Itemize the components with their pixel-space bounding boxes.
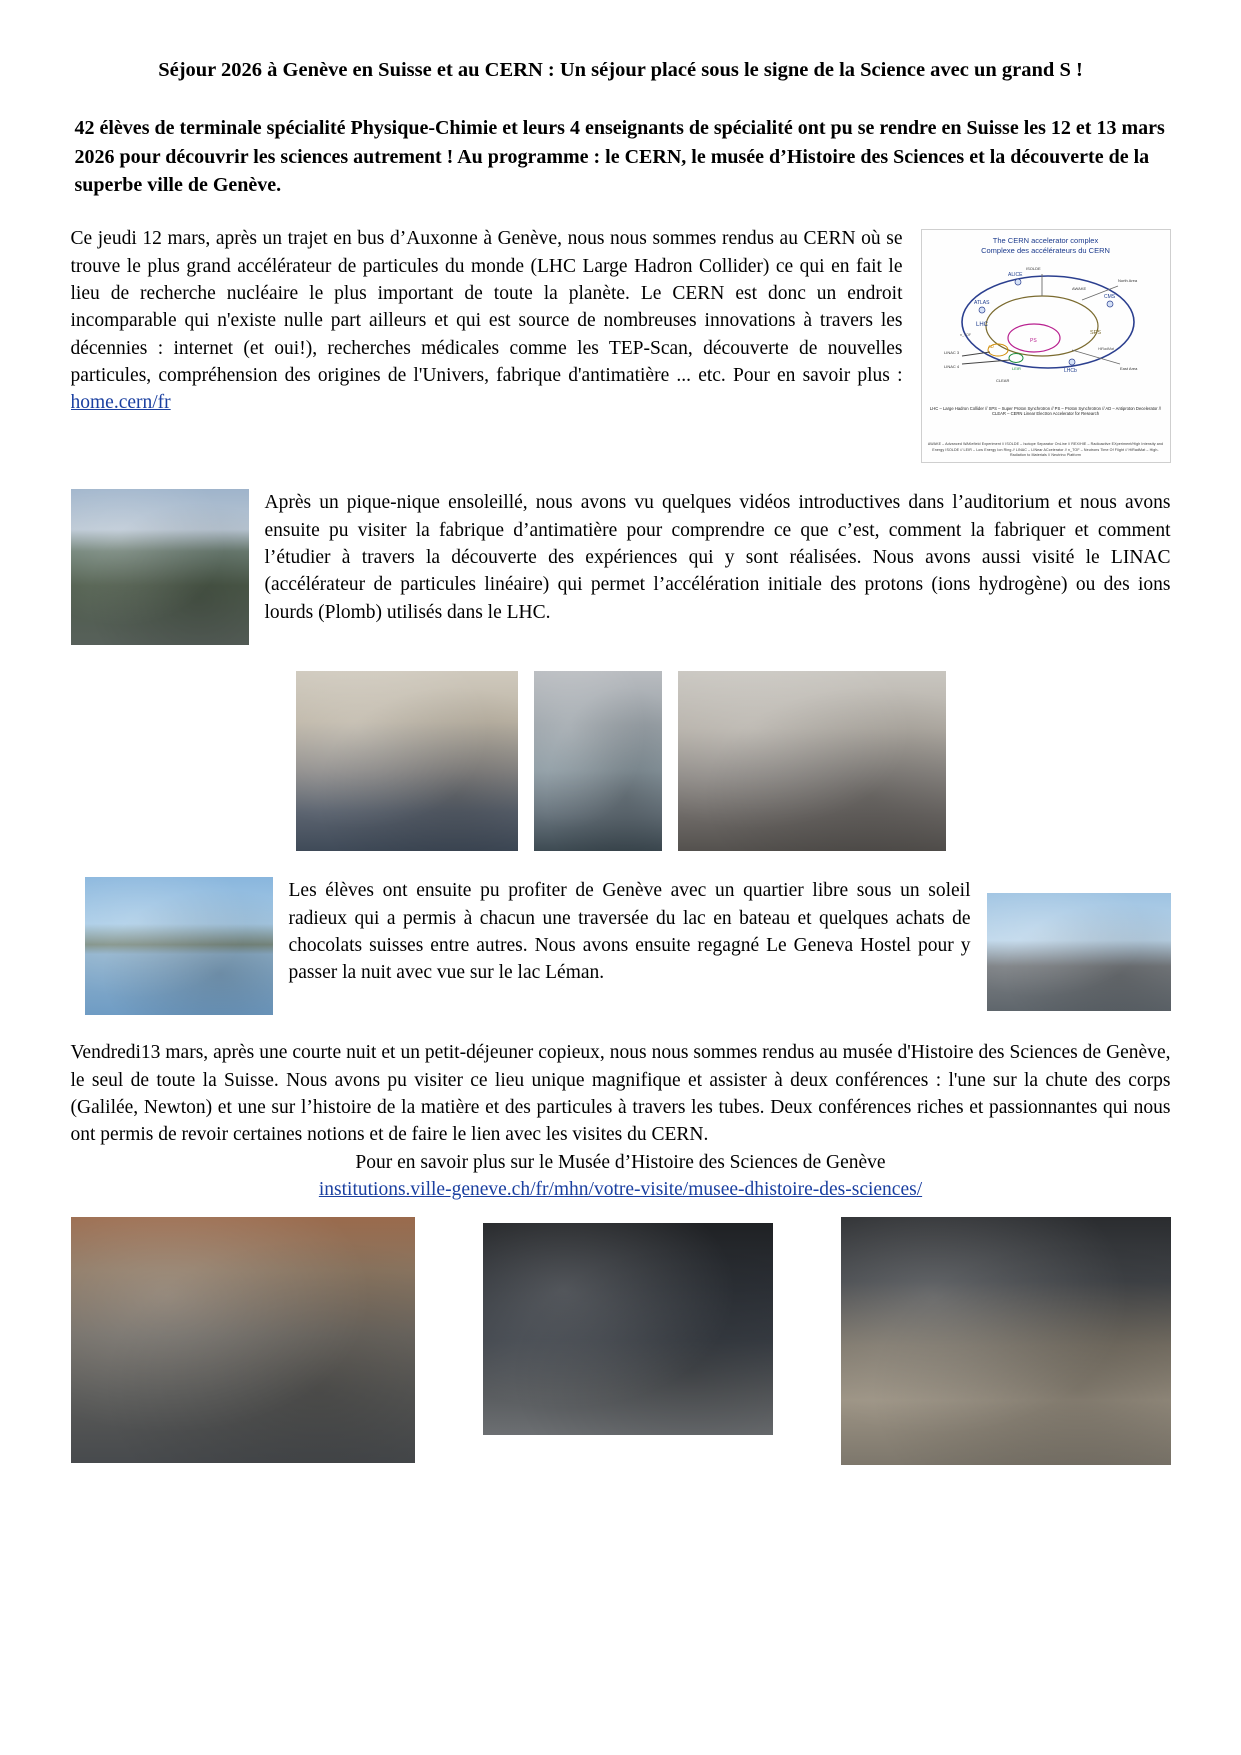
photo-lake-geneva [85, 877, 273, 1015]
link-home-cern[interactable]: home.cern/fr [70, 392, 171, 414]
photo-cern-site [71, 489, 249, 645]
svg-text:LEIR: LEIR [1011, 366, 1021, 372]
svg-text:ISOLDE: ISOLDE [1025, 266, 1041, 272]
svg-text:ATLAS: ATLAS [973, 300, 989, 307]
svg-text:HiRadMat: HiRadMat [1097, 347, 1114, 352]
svg-text:CMS: CMS [1103, 294, 1115, 301]
svg-text:East Area: East Area [1119, 366, 1137, 372]
svg-text:North Area: North Area [1117, 278, 1137, 284]
svg-text:LHC: LHC [975, 322, 988, 329]
link-musee-histoire-sciences[interactable]: institutions.ville-geneve.ch/fr/mhn/votre-visite/musee-dhistoire-des-sciences/ [318, 1178, 923, 1200]
figure-diagram-svg [922, 230, 1170, 462]
svg-text:PS: PS [1029, 338, 1037, 345]
photo-linac-visit [534, 671, 662, 851]
page-title: Séjour 2026 à Genève en Suisse et au CERN : Un séjour placé sous le signe de la Science avec un grand S ! [158, 59, 1083, 81]
section-antimatter [71, 489, 1171, 645]
photo-student-group [678, 671, 946, 851]
paragraph-museum: Vendredi13 mars, après une courte nuit et un petit-déjeuner copieux, nous nous sommes rendus au musée d'Histoire des Sciences de Genève, le seul de toute la Suisse. Nous avons pu visiter ce lieu unique magnifique et assister à deux conférences : l'une sur la chute des corps (Galilée, Newton) et une sur l’histoire de la matière et des particules à travers les tubes. Deux conférences riches et passionnantes qui nous ont permis de revoir certaines notions et de faire le lien avec les visites du CERN. [70, 1042, 1171, 1146]
paragraph-intro-text: Ce jeudi 12 mars, après un trajet en bus d’Auxonne à Genève, nous nous sommes rendus au CERN où se trouve le plus grand accélérateur de particules du monde (LHC Large Hadron Collider) ce qui en fait le lieu de recherche nucléaire le plus important de toute la planète. Le CERN est donc un endroit incomparable qui n'existe nulle part ailleurs et qui est source de nombreuses innovations à travers les décennies : internet (et oui!), recherches médicales comme les TEP-Scan, découverte de nouvelles particules, compréhension des origines de l'Univers, fabrique d'antimatière ... etc. Pour en savoir plus : [70, 228, 903, 386]
photo-quay-walk [987, 893, 1171, 1011]
svg-text:CLEAR: CLEAR [995, 378, 1009, 384]
photo-experiment-demo [841, 1217, 1171, 1465]
photo-conference-speaker [483, 1223, 773, 1435]
section-geneva [71, 877, 1171, 1015]
museum-link-line [71, 1176, 1171, 1203]
paragraph-geneva: Les élèves ont ensuite pu profiter de Genève avec un quartier libre sous un soleil radieux qui a permis à chacun une traversée du lac en bateau et quelques achats de chocolats suisses entre autres. Nous avons ensuite regagné Le Geneva Hostel pour y passer la nuit avec vue sur le lac Léman. [288, 880, 971, 984]
document-content [71, 0, 1171, 1465]
figure-title-fr: Complexe des accélérateurs du CERN [981, 245, 1110, 255]
svg-text:LINAC 4: LINAC 4 [943, 364, 959, 370]
figure-legend: LHC – Large Hadron Collider // SPS – Super Proton Synchrotron // PS – Proton Synchrotron // AD – Antiproton Decelerator // CLEAR – CERN Linear Electron Accelerator for Research [929, 406, 1162, 417]
lede-paragraph: 42 élèves de terminale spécialité Physique-Chimie et leurs 4 enseignants de spécialité ont pu se rendre en Suisse les 12 et 13 mars 2026 pour découvrir les sciences autrement ! Au programme : le CERN, le musée d’Histoire des Sciences et la découverte de la superbe ville de Genève. [74, 117, 1165, 197]
figure-footer: AWAKE – Advanced WAKefield Experiment // ISOLDE – Isotope Separator OnLine // REX/HIE – Radioactive EXperiment/High Intensity and Energy ISOLDE // LEIR – Low Energy Ion Ring // LINAC – LINear ACcelerator // n_TOF – Neutrons Time Of Flight // HiRadMat – High-Radiation to Materials // Neutrino Platform [927, 442, 1164, 458]
figure-cern-accelerator-complex [921, 229, 1171, 463]
svg-text:AWAKE: AWAKE [1071, 286, 1086, 292]
photo-row-museum [71, 1217, 1171, 1465]
svg-text:AD: AD [987, 344, 994, 350]
paragraph-antimatter: Après un pique-nique ensoleillé, nous avons vu quelques vidéos introductives dans l’auditorium et nous avons ensuite pu visiter la fabrique d’antimatière pour comprendre ce que c’est, comment la fabriquer et comment l’étudier à travers la découverte des expériences qui y sont réalisées. Nous avons aussi visité le LINAC (accélérateur de particules linéaire) qui permet l’accélération initiale des protons (ions hydrogène) ou des ions lourds (Plomb) utilisés dans le LHC. [264, 492, 1171, 623]
museum-cta: Pour en savoir plus sur le Musée d’Histoire des Sciences de Genève [355, 1151, 886, 1173]
photo-conference-audience [71, 1217, 415, 1463]
svg-text:ALICE: ALICE [1007, 272, 1022, 279]
figure-title-en: The CERN accelerator complex [992, 236, 1099, 246]
photo-row-cern [71, 671, 1171, 851]
svg-text:SPS: SPS [1089, 330, 1101, 337]
photo-accelerator-hall [296, 671, 518, 851]
section-intro [71, 225, 1171, 467]
svg-text:n_TOF: n_TOF [959, 333, 971, 338]
section-museum [71, 1039, 1171, 1203]
svg-text:LINAC 3: LINAC 3 [943, 350, 959, 356]
svg-text:LHCb: LHCb [1063, 368, 1077, 375]
